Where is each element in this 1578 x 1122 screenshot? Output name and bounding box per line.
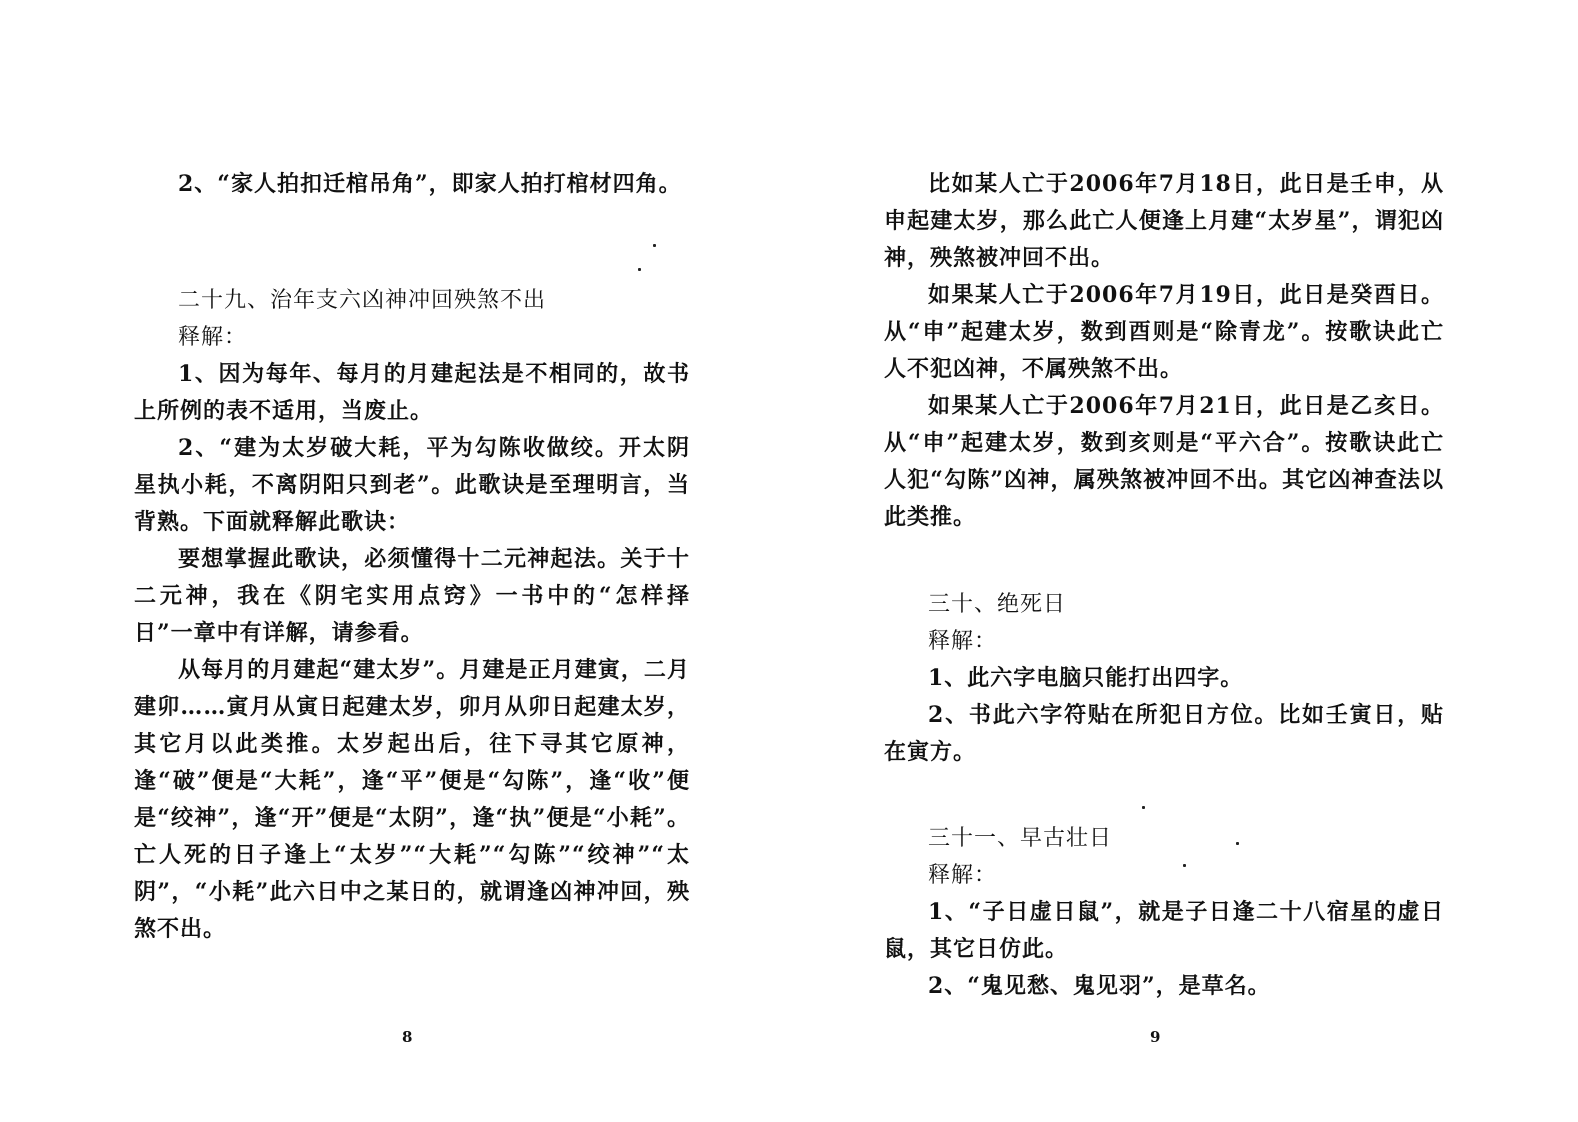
paragraph: 比如某人亡于2006年7月18日，此日是壬申，从申起建太岁，那么此亡人便逢上月建“太岁星”，谓犯凶神，殃煞被冲回不出。 bbox=[884, 171, 1444, 271]
paragraph: 如果某人亡于2006年7月21日，此日是乙亥日。从“申”起建太岁，数到亥则是“平六合”。按歌诀此亡人犯“勾陈”凶神，属殃煞被冲回不出。其它凶神查法以此类推。 bbox=[884, 393, 1444, 530]
right-section-examples bbox=[884, 166, 1444, 536]
section-label: 释解： bbox=[928, 629, 998, 654]
scan-speck bbox=[1236, 842, 1239, 845]
right-section-30 bbox=[884, 586, 1444, 771]
paragraph: 要想掌握此歌诀，必须懂得十二元神起法。关于十二元神，我在《阴宅实用点窍》一书中的“怎样择日”一章中有详解，请参看。 bbox=[134, 546, 690, 646]
paragraph: 2、“家人拍扣迁棺吊角”，即家人拍打棺材四角。 bbox=[178, 171, 682, 197]
scan-speck bbox=[653, 244, 656, 247]
paragraph: 1、“子日虚日鼠”，就是子日逢二十八宿星的虚日鼠，其它日仿此。 bbox=[884, 899, 1444, 962]
section-label: 释解： bbox=[178, 325, 248, 350]
page-number: 9 bbox=[1150, 1028, 1161, 1046]
scan-speck bbox=[1142, 806, 1145, 809]
paragraph: 如果某人亡于2006年7月19日，此日是癸酉日。从“申”起建太岁，数到酉则是“除青龙”。按歌诀此亡人不犯凶神，不属殃煞不出。 bbox=[884, 282, 1444, 382]
paragraph: 1、因为每年、每月的月建起法是不相同的，故书上所例的表不适用，当废止。 bbox=[134, 361, 690, 424]
right-page bbox=[884, 0, 1444, 1122]
scan-speck bbox=[1183, 864, 1186, 867]
paragraph: 2、“鬼见愁、鬼见羽”，是草名。 bbox=[928, 973, 1271, 999]
left-section-29 bbox=[134, 282, 690, 948]
scan-speck bbox=[638, 268, 641, 271]
paragraph: 从每月的月建起“建太岁”。月建是正月建寅，二月建卯……寅月从寅日起建太岁，卯月从卯日起建太岁，其它月以此类推。太岁起出后，往下寻其它原神，逢“破”便是“大耗”，逢“平”便是“勾陈”，逢“收”便是“绞神”，逢“开”便是“太阴”，逢“执”便是“小耗”。亡人死的日子逢上“太岁”“大耗”“勾陈”“绞神”“太阴”，“小耗”此六日中之某日的，就谓逢凶神冲回，殃煞不出。 bbox=[134, 657, 690, 942]
paragraph: 1、此六字电脑只能打出四字。 bbox=[928, 665, 1244, 691]
left-page bbox=[134, 0, 690, 1122]
section-title: 三十一、早古壮日 bbox=[928, 826, 1113, 851]
page-number: 8 bbox=[402, 1028, 413, 1046]
section-label: 释解： bbox=[928, 863, 998, 888]
paragraph: 2、书此六字符贴在所犯日方位。比如壬寅日，贴在寅方。 bbox=[884, 702, 1444, 765]
left-section-quote bbox=[134, 166, 690, 203]
section-title: 二十九、治年支六凶神冲回殃煞不出 bbox=[178, 288, 547, 313]
section-title: 三十、绝死日 bbox=[928, 592, 1067, 617]
paragraph: 2、“建为太岁破大耗，平为勾陈收做绞。开太阴星执小耗，不离阴阳只到老”。此歌诀是至理明言，当背熟。下面就释解此歌诀： bbox=[134, 435, 690, 535]
right-section-31 bbox=[884, 820, 1444, 1005]
